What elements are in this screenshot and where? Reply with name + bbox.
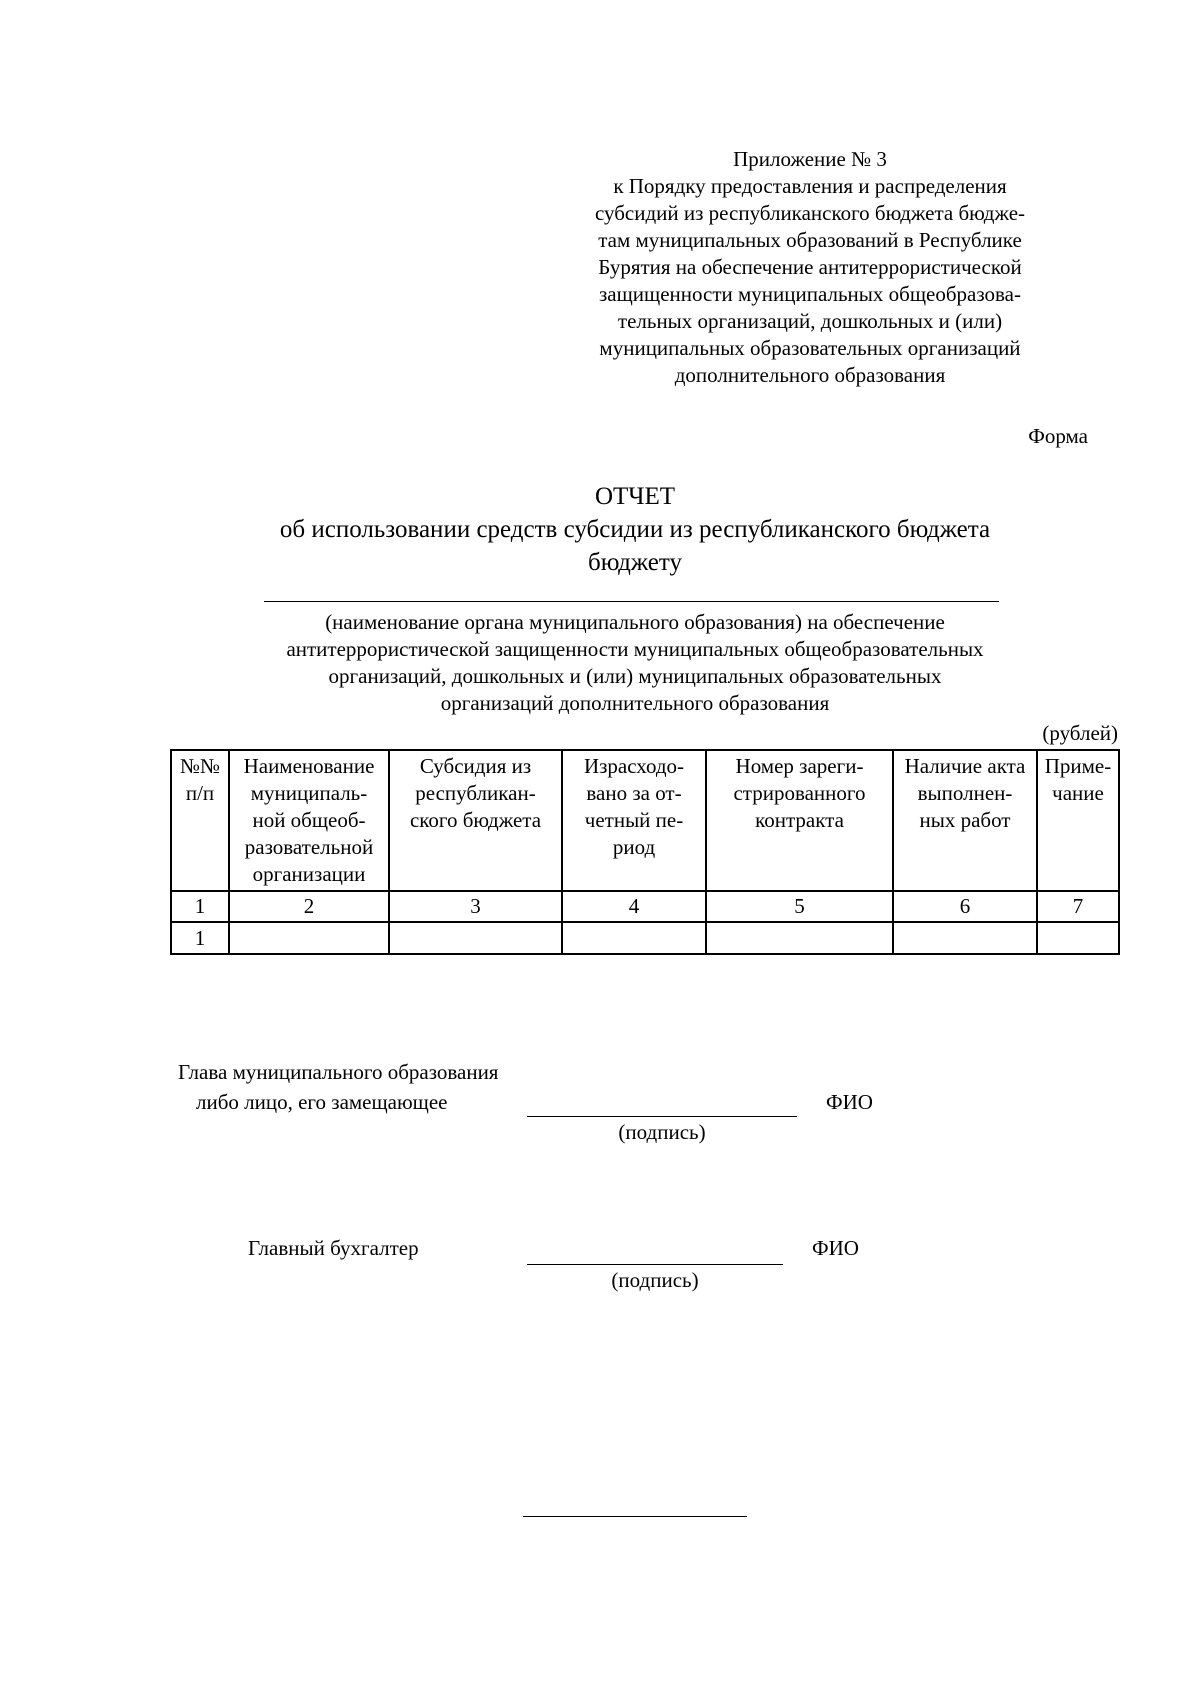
appendix-line: к Порядку предоставления и распределения <box>613 174 1007 198</box>
header-text: республикан- <box>415 781 536 805</box>
table-row <box>171 922 1119 954</box>
report-subtitle <box>0 609 1200 717</box>
appendix-line: Бурятия на обеспечение антитеррористической <box>598 255 1022 279</box>
subtitle-line: организаций дополнительного образования <box>440 691 830 715</box>
header-text: Израсходо- <box>583 754 685 778</box>
appendix-line: Приложение № 3 <box>733 147 887 171</box>
footer-separator-line <box>523 1516 747 1517</box>
column-number-cell: 3 <box>389 891 562 922</box>
header-text: №№ <box>179 754 221 778</box>
appendix-line: субсидий из республиканского бюджета бюдже- <box>594 201 1026 225</box>
header-text: ной общеоб- <box>252 808 366 832</box>
head-signature-label-line1: Глава муниципального образования <box>178 1060 499 1084</box>
report-title <box>0 480 1200 579</box>
header-text: вано за от- <box>586 781 682 805</box>
header-text: стрированного <box>733 781 866 805</box>
head-fio-label: ФИО <box>826 1090 873 1114</box>
header-text: Наименование <box>243 754 375 778</box>
title-line: бюджету <box>588 549 682 576</box>
appendix-line: дополнительного образования <box>674 363 946 387</box>
accountant-signature-caption: (подпись) <box>611 1268 699 1292</box>
title-line: об использовании средств субсидии из республиканского бюджета <box>279 516 991 543</box>
header-text: ных работ <box>919 808 1011 832</box>
header-text: Номер зареги- <box>735 754 864 778</box>
header-cell-note <box>1037 750 1119 891</box>
header-text: муниципаль- <box>250 781 368 805</box>
table-cell <box>389 922 562 954</box>
title-line: ОТЧЕТ <box>594 483 676 510</box>
subtitle-line: (наименование органа муниципального образования) на обеспечение <box>325 610 945 634</box>
column-number-cell: 2 <box>229 891 389 922</box>
header-text: ского бюджета <box>409 808 542 832</box>
header-cell-organization <box>229 750 389 891</box>
head-signature-label-line2: либо лицо, его замещающее <box>196 1090 448 1114</box>
accountant-signature-line <box>527 1264 783 1265</box>
table-cell <box>706 922 893 954</box>
table-cell <box>229 922 389 954</box>
appendix-line: защищенности муниципальных общеобразова- <box>599 282 1021 306</box>
header-text: Субсидия из <box>419 754 532 778</box>
municipality-name-blank-line <box>264 601 999 602</box>
table-cell <box>1037 922 1119 954</box>
table-cell: 1 <box>171 922 229 954</box>
table-cell <box>893 922 1037 954</box>
header-text: четный пе- <box>584 808 684 832</box>
head-signature-line <box>527 1116 797 1117</box>
column-number-cell: 5 <box>706 891 893 922</box>
header-cell-act <box>893 750 1037 891</box>
table-header-row <box>171 750 1119 891</box>
column-number-cell: 7 <box>1037 891 1119 922</box>
header-text: контракта <box>755 808 844 832</box>
table-cell <box>562 922 706 954</box>
header-cell-contract <box>706 750 893 891</box>
header-cell-number <box>171 750 229 891</box>
appendix-line: муниципальных образовательных организаций <box>599 336 1021 360</box>
column-number-cell: 1 <box>171 891 229 922</box>
units-label: (рублей) <box>1042 721 1118 745</box>
accountant-signature-label: Главный бухгалтер <box>248 1236 419 1260</box>
header-text: риод <box>612 835 656 859</box>
header-text: организации <box>252 862 366 886</box>
header-cell-spent <box>562 750 706 891</box>
accountant-fio-label: ФИО <box>812 1236 859 1260</box>
appendix-block <box>560 146 1060 389</box>
subtitle-line: антитеррористической защищенности муниципальных общеобразовательных <box>286 637 984 661</box>
header-text: чание <box>1052 781 1104 805</box>
column-number-cell: 6 <box>893 891 1037 922</box>
report-table <box>170 749 1120 955</box>
head-signature-caption: (подпись) <box>618 1120 706 1144</box>
header-text: выполнен- <box>917 781 1013 805</box>
header-text: разовательной <box>244 835 374 859</box>
header-text: п/п <box>185 781 215 805</box>
column-number-row <box>171 891 1119 922</box>
appendix-line: там муниципальных образований в Республике <box>598 228 1022 252</box>
form-label: Форма <box>1028 424 1088 448</box>
column-number-cell: 4 <box>562 891 706 922</box>
header-text: Наличие акта <box>904 754 1026 778</box>
appendix-line: тельных организаций, дошкольных и (или) <box>617 309 1003 333</box>
header-cell-subsidy <box>389 750 562 891</box>
header-text: Приме- <box>1044 754 1112 778</box>
subtitle-line: организаций, дошкольных и (или) муниципальных образовательных <box>328 664 942 688</box>
